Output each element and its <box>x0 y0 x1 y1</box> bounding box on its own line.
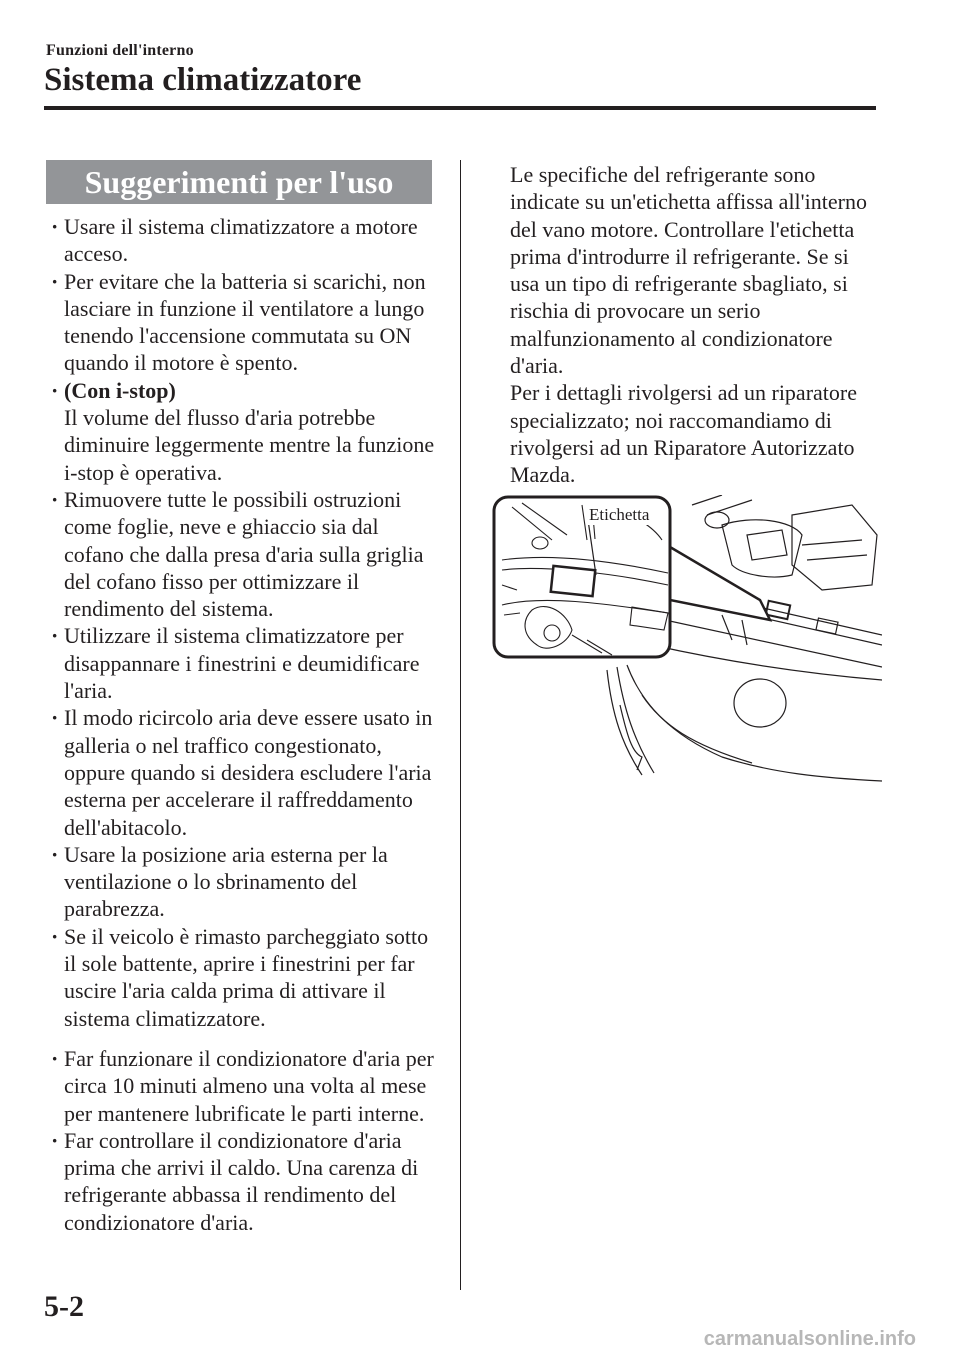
list-item: · Usare la posizione aria esterna per la ventilazione o lo sbrinamento del parabrezza. <box>48 841 440 923</box>
title-rule <box>44 106 876 110</box>
page-number: 5-2 <box>44 1290 84 1323</box>
istop-label: (Con i-stop) <box>64 377 176 403</box>
page-title: Sistema climatizzatore <box>44 62 362 98</box>
list-item: · Far funzionare il condizionatore d'aria per circa 10 minuti almeno una volta al mese per mantenere lubrificate le parti interne. <box>48 1045 440 1127</box>
watermark: carmanualsonline.info <box>703 1328 916 1350</box>
tips-list <box>48 213 440 1236</box>
list-item: · Usare il sistema climatizzatore a motore acceso. <box>48 213 440 268</box>
refrigerant-paragraph: Le specifiche del refrigerante sono indicate su un'etichetta affissa all'interno del vano motore. Controllare l'etichetta prima d'introdurre il refrigerante. Se si usa un tipo di refrigerante sbagliato, si rischia di provocare un serio malfunzionamento al condizionatore d'aria. <box>510 162 867 379</box>
column-divider <box>460 160 461 1290</box>
list-item: · Se il veicolo è rimasto parcheggiato sotto il sole battente, aprire i finestrini per far uscire l'aria calda prima di attivare il sistema climatizzatore. <box>48 923 440 1032</box>
list-item: · Far controllare il condizionatore d'aria prima che arrivi il caldo. Una carenza di refrigerante abbassa il rendimento del condizionatore d'aria. <box>48 1127 440 1236</box>
refrigerant-text <box>510 161 880 489</box>
list-item: · Per evitare che la batteria si scarichi, non lasciare in funzione il ventilatore a lungo tenendo l'accensione commutata su ON quando il motore è spento. <box>48 268 440 377</box>
list-item: · Il modo ricircolo aria deve essere usato in galleria o nel traffico congestionato, oppure quando si desidera escludere l'aria esterna per accelerare il raffreddamento dell'abitacolo. <box>48 704 440 840</box>
section-heading: Suggerimenti per l'uso <box>46 160 432 204</box>
list-item: · Utilizzare il sistema climatizzatore per disappannare i finestrini e deumidificare l'aria. <box>48 622 440 704</box>
list-item: · (Con i-stop) Il volume del flusso d'aria potrebbe diminuire leggermente mentre la funzione i-stop è operativa. <box>48 377 440 486</box>
engine-bay-figure <box>492 495 882 785</box>
list-item: · Rimuovere tutte le possibili ostruzioni come foglie, neve e ghiaccio sia dal cofano che dalla presa d'aria sulla griglia del cofano fisso per ottimizzare il rendimento del sistema. <box>48 486 440 622</box>
breadcrumb: Funzioni dell'interno <box>46 42 194 59</box>
figure-label: Etichetta <box>589 505 650 524</box>
engine-bay-illustration <box>492 495 882 785</box>
service-paragraph: Per i dettagli rivolgersi ad un riparatore specializzato; noi raccomandiamo di rivolgersi ad un Riparatore Autorizzato Mazda. <box>510 380 857 488</box>
